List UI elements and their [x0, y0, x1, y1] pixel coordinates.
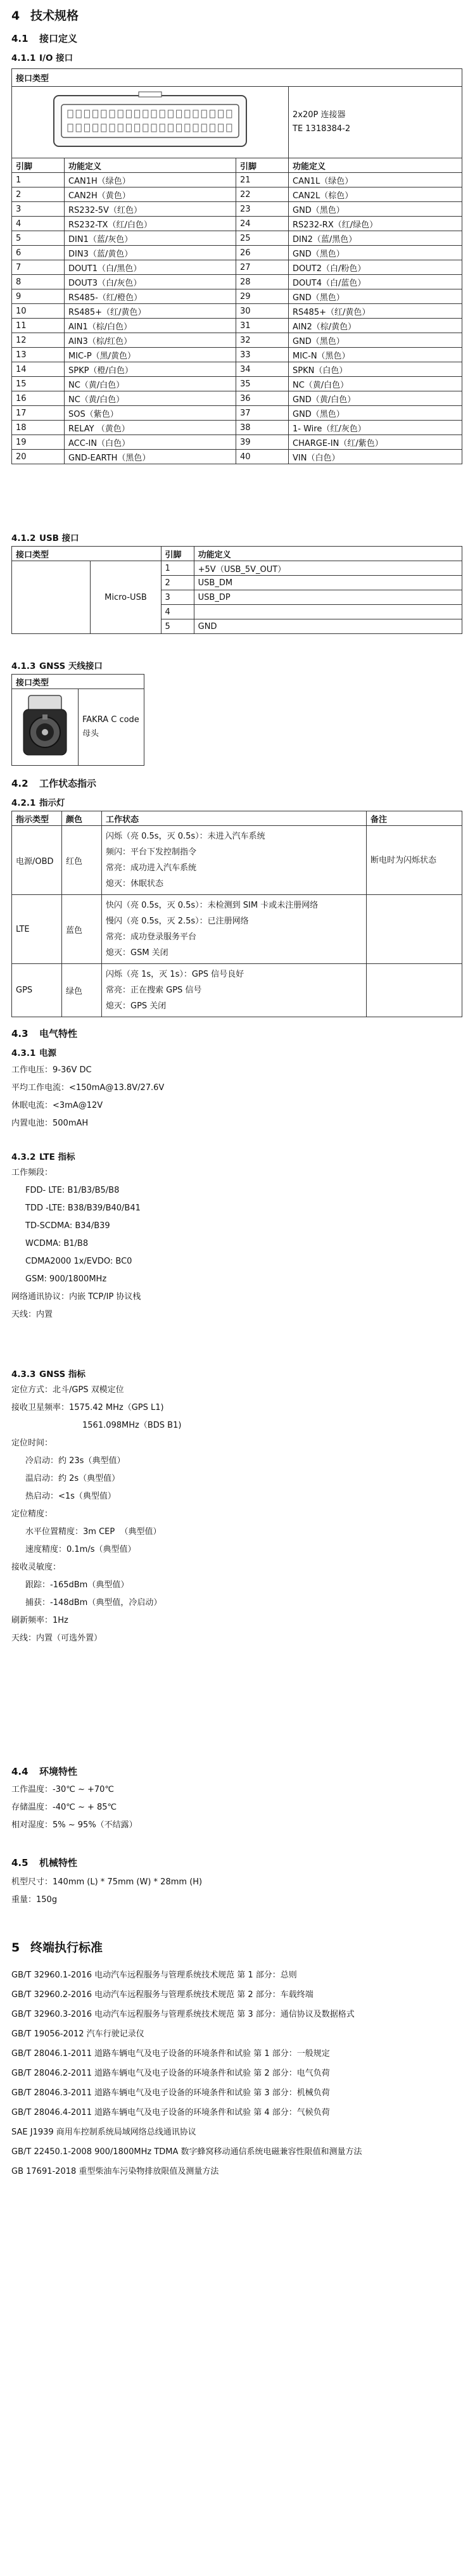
- section-4-3-1-heading: 4.3.1 电源: [11, 1048, 56, 1058]
- io-pin-row: [12, 421, 462, 435]
- pin-function: DOUT1（白/黑色）: [65, 260, 236, 275]
- pin-function: RS232-5V（红色）: [65, 202, 236, 217]
- pin-function: DIN3（蓝/黄色）: [65, 246, 236, 260]
- gnss-mode: 定位方式：北斗/GPS 双模定位: [11, 1385, 124, 1395]
- pin-function: AIN2（棕/黄色）: [289, 319, 462, 333]
- connector-pin-slot: [193, 124, 198, 132]
- io-pin-row: [12, 231, 462, 246]
- io-pin-row: [12, 391, 462, 406]
- connector-pin-slot: [126, 110, 131, 118]
- pin-number: 6: [12, 246, 65, 260]
- section-4-3-2-heading: 4.3.2 LTE 指标: [11, 1152, 75, 1162]
- led-row: [12, 964, 462, 1017]
- io-pin-row: [12, 202, 462, 217]
- pin-number: 39: [236, 435, 289, 450]
- led-state-line: 闪烁（亮 0.5s，灭 0.5s）：未进入汽车系统: [106, 832, 265, 841]
- usb-pin: 4: [161, 605, 194, 619]
- fakra-image-cell: [12, 689, 79, 766]
- led-states: [102, 826, 367, 895]
- standard-item: GB/T 28046.1-2011 道路车辆电气及电子设备的环境条件和试验 第 1 部分：一般规定: [11, 2049, 330, 2059]
- pin-function: RS485+（红/黄色）: [65, 304, 236, 319]
- connector-pin-slot: [160, 124, 165, 132]
- led-type: GPS: [12, 964, 62, 1017]
- indicator-led-table: [11, 811, 462, 1017]
- connector-pin-slot: [168, 124, 173, 132]
- pin-number: 10: [12, 304, 65, 319]
- lte-protocol: 网络通讯协议：内嵌 TCP/IP 协议栈: [11, 1292, 141, 1302]
- pin-number: 1: [12, 173, 65, 187]
- standard-item: GB/T 28046.2-2011 道路车辆电气及电子设备的环境条件和试验 第 2 部分：电气负荷: [11, 2069, 330, 2078]
- pin-function: RELAY （黄色）: [65, 421, 236, 435]
- pin-number: 3: [12, 202, 65, 217]
- pin-function: SOS（紫色）: [65, 406, 236, 421]
- led-state-line: 慢闪（亮 0.5s，灭 2.5s）：已注册网络: [106, 917, 249, 926]
- pin-function: SPKP（橙/白色）: [65, 362, 236, 377]
- connector-pin-slot: [151, 110, 156, 118]
- io-pin-row: [12, 348, 462, 362]
- io-pin-row: [12, 187, 462, 202]
- led-note: [367, 895, 462, 964]
- io-pin-row: [12, 304, 462, 319]
- standard-item: GB 17691-2018 重型柴油车污染物排放限值及测量方法: [11, 2167, 219, 2176]
- pin-number: 37: [236, 406, 289, 421]
- connector-pin-slot: [101, 110, 106, 118]
- pin-function: RS232-RX（红/绿色）: [289, 217, 462, 231]
- spec-line: 内置电池：500mAH: [11, 1119, 89, 1128]
- usb-function: USB_DM: [194, 576, 462, 590]
- section-4-2-1-heading: 4.2.1 指示灯: [11, 798, 65, 808]
- led-type: 电源/OBD: [12, 826, 62, 895]
- pin-number: 33: [236, 348, 289, 362]
- led-state-line: 常亮：成功进入汽车系统: [106, 863, 197, 873]
- col-pin: 引脚: [236, 158, 289, 173]
- io-pin-row: [12, 217, 462, 231]
- pin-number: 34: [236, 362, 289, 377]
- connector-2x20p-image: [51, 91, 249, 151]
- connector-pin-slot: [185, 110, 190, 118]
- connector-pin-slot: [160, 110, 165, 118]
- led-states: [102, 895, 367, 964]
- connector-image-cell: [12, 87, 289, 158]
- led-note: 断电时为闪烁状态: [367, 826, 462, 895]
- led-state-line: 熄灭：GSM 关闭: [106, 948, 168, 958]
- io-column-headers: [12, 158, 462, 173]
- section-4-1-1-heading: 4.1.1 I/O 接口: [11, 53, 73, 63]
- pin-number: 20: [12, 450, 65, 464]
- usb-function: [194, 605, 462, 619]
- io-pin-row: [12, 362, 462, 377]
- connector-pin-slot: [110, 110, 115, 118]
- gnss-ttff-label: 定位时间：: [11, 1438, 53, 1448]
- gnss-acc: 速度精度：0.1m/s（典型值）: [25, 1545, 136, 1554]
- led-state-line: 常亮：正在搜索 GPS 信号: [106, 986, 202, 995]
- led-state-line: 频闪：平台下发控制指令: [106, 847, 197, 857]
- pin-function: RS485+（红/黄色）: [289, 304, 462, 319]
- pin-number: 12: [12, 333, 65, 348]
- pin-number: 19: [12, 435, 65, 450]
- connector-part-number: TE 1318384-2: [293, 124, 351, 134]
- pin-number: 4: [12, 217, 65, 231]
- pin-number: 7: [12, 260, 65, 275]
- pin-number: 17: [12, 406, 65, 421]
- section-5-heading: 5 终端执行标准: [11, 1941, 103, 1955]
- connector-pin-slot: [218, 110, 224, 118]
- section-4-4-heading: 4.4 环境特性: [11, 1766, 78, 1777]
- pin-function: MIC-P（黑/黄色）: [65, 348, 236, 362]
- pin-function: RS232-TX（红/白色）: [65, 217, 236, 231]
- connector-pin-slot: [201, 110, 206, 118]
- connector-pin-slot: [76, 124, 81, 132]
- io-pin-row: [12, 377, 462, 391]
- usb-pin: 1: [161, 561, 194, 576]
- pin-function: 1- Wire（红/灰色）: [289, 421, 462, 435]
- usb-table-wrap: [0, 546, 475, 634]
- led-table-wrap: [0, 811, 475, 1017]
- gnss-ttff: 冷启动：约 23s（典型值）: [25, 1456, 125, 1466]
- connector-pin-slot: [177, 110, 182, 118]
- spec-line: 平均工作电流：<150mA@13.8V/27.6V: [11, 1083, 165, 1093]
- connector-pin-slot: [177, 124, 182, 132]
- connector-pin-slot: [135, 124, 140, 132]
- led-color: 绿色: [62, 964, 102, 1017]
- connector-pin-slot: [76, 110, 81, 118]
- pin-function: RS485-（红/橙色）: [65, 289, 236, 304]
- power-specs: [0, 1064, 475, 1129]
- standard-item: GB/T 32960.2-2016 电动汽车远程服务与管理系统技术规范 第 2 部分：车载终端: [11, 1990, 314, 2000]
- gnss-sens-label: 接收灵敏度：: [11, 1563, 61, 1572]
- gnss-sens: 捕获：-148dBm（典型值，冷启动）: [25, 1598, 162, 1608]
- usb-function: USB_DP: [194, 590, 462, 605]
- pin-function: CAN1H（绿色）: [65, 173, 236, 187]
- pin-number: 2: [12, 187, 65, 202]
- fakra-desc: FAKRA C code 母头: [79, 689, 144, 766]
- pin-number: 11: [12, 319, 65, 333]
- pin-function: CAN1L（绿色）: [289, 173, 462, 187]
- pin-function: NC（黄/白色）: [65, 377, 236, 391]
- pin-number: 30: [236, 304, 289, 319]
- led-row: [12, 826, 462, 895]
- standard-item: GB/T 28046.4-2011 道路车辆电气及电子设备的环境条件和试验 第 4 部分：气候负荷: [11, 2108, 330, 2117]
- pin-number: 26: [236, 246, 289, 260]
- lte-bands-label: 工作频段：: [11, 1168, 53, 1177]
- pin-function: GND（黄/白色）: [289, 391, 462, 406]
- pin-number: 38: [236, 421, 289, 435]
- pin-number: 15: [12, 377, 65, 391]
- gnss-antenna: 天线：内置（可选外置）: [11, 1634, 103, 1643]
- pin-number: 31: [236, 319, 289, 333]
- env-line: 工作温度：-30℃ ~ +70℃: [11, 1785, 115, 1794]
- led-state-line: 熄灭：GPS 关闭: [106, 1001, 167, 1011]
- spec-line: 休眠电流：<3mA@12V: [11, 1101, 103, 1110]
- led-col-state: 工作状态: [102, 811, 367, 826]
- connector-pin-slot: [193, 110, 198, 118]
- mech-specs: [0, 1876, 475, 1906]
- io-table-wrap: [0, 68, 475, 464]
- standards-list: [0, 1969, 475, 2179]
- pin-function: SPKN（白色）: [289, 362, 462, 377]
- section-4-3-3-heading: 4.3.3 GNSS 指标: [11, 1369, 86, 1380]
- section-4-3-heading: 4.3 电气特性: [11, 1028, 78, 1039]
- connector-pin-slot: [227, 124, 232, 132]
- mech-line: 机型尺寸：140mm (L) * 75mm (W) * 28mm (H): [11, 1877, 203, 1887]
- connector-pin-slot: [68, 110, 73, 118]
- pin-number: 5: [12, 231, 65, 246]
- standard-item: GB/T 32960.1-2016 电动汽车远程服务与管理系统技术规范 第 1 部分：总则: [11, 1970, 297, 1980]
- io-table-header: 接口类型: [12, 69, 462, 87]
- gnss-if-table-wrap: [0, 674, 475, 766]
- section-4-1-3-heading: 4.1.3 GNSS 天线接口: [11, 661, 103, 671]
- gnss-interface-table: [11, 674, 144, 766]
- gnss-acc: 水平位置精度：3m CEP （典型值）: [25, 1527, 162, 1537]
- usb-pin: 2: [161, 576, 194, 590]
- io-pin-row: [12, 289, 462, 304]
- io-pin-row: [12, 406, 462, 421]
- pin-number: 18: [12, 421, 65, 435]
- connector-desc-cell: [289, 87, 462, 158]
- io-interface-table: [11, 68, 462, 464]
- pin-number: 8: [12, 275, 65, 289]
- env-line: 存储温度：-40℃ ~ + 85℃: [11, 1803, 117, 1812]
- pin-function: GND（黑色）: [289, 333, 462, 348]
- gnss-freq: 接收卫星频率：1575.42 MHz（GPS L1): [11, 1403, 164, 1412]
- connector-pin-slot: [84, 110, 89, 118]
- usb-pin: 3: [161, 590, 194, 605]
- led-state-line: 熄灭：休眠状态: [106, 879, 164, 889]
- usb-pin: 5: [161, 619, 194, 634]
- pin-function: DIN2（蓝/黑色）: [289, 231, 462, 246]
- connector-pin-slot: [168, 110, 173, 118]
- pin-function: NC（黄/白色）: [289, 377, 462, 391]
- pin-function: CHARGE-IN（红/紫色）: [289, 435, 462, 450]
- led-col-note: 备注: [367, 811, 462, 826]
- pin-number: 16: [12, 391, 65, 406]
- usb-interface-table: [11, 546, 462, 634]
- lte-specs: [0, 1167, 475, 1321]
- pin-function: DOUT3（白/灰色）: [65, 275, 236, 289]
- led-col-type: 指示类型: [12, 811, 62, 826]
- pin-number: 29: [236, 289, 289, 304]
- lte-band: CDMA2000 1x/EVDO: BC0: [25, 1257, 132, 1266]
- pin-number: 23: [236, 202, 289, 217]
- usb-type: Micro-USB: [91, 561, 161, 634]
- standard-item: SAE J1939 商用车控制系统局域网络总线通讯协议: [11, 2128, 196, 2137]
- connector-pin-slot: [126, 124, 131, 132]
- connector-pin-slot: [227, 110, 232, 118]
- led-state-line: 快闪（亮 0.5s，灭 0.5s）：未检测到 SIM 卡或未注册网络: [106, 901, 319, 910]
- gnss-acc-label: 定位精度：: [11, 1509, 53, 1519]
- standard-item: GB/T 32960.3-2016 电动汽车远程服务与管理系统技术规范 第 3 部分：通信协议及数据格式: [11, 2010, 355, 2019]
- connector-pin-slot: [93, 124, 98, 132]
- pin-number: 14: [12, 362, 65, 377]
- pin-number: 9: [12, 289, 65, 304]
- connector-pin-slot: [118, 110, 123, 118]
- led-row: [12, 895, 462, 964]
- standard-item: GB/T 28046.3-2011 道路车辆电气及电子设备的环境条件和试验 第 3 部分：机械负荷: [11, 2088, 330, 2098]
- spec-line: 工作电压：9-36V DC: [11, 1065, 92, 1075]
- pin-number: 24: [236, 217, 289, 231]
- gnss-sens: 跟踪：-165dBm（典型值）: [25, 1580, 129, 1590]
- pin-function: GND（黑色）: [289, 406, 462, 421]
- pin-number: 13: [12, 348, 65, 362]
- connector-pin-slot: [210, 110, 215, 118]
- connector-pin-slot: [218, 124, 224, 132]
- pin-function: DOUT2（白/粉色）: [289, 260, 462, 275]
- connector-pin-slot: [93, 110, 98, 118]
- io-pin-row: [12, 260, 462, 275]
- standard-item: GB/T 19056-2012 汽车行驶记录仪: [11, 2029, 144, 2039]
- lte-band: WCDMA: B1/B8: [25, 1239, 89, 1248]
- usb-function: GND: [194, 619, 462, 634]
- pin-function: GND（黑色）: [289, 289, 462, 304]
- io-pin-row: [12, 319, 462, 333]
- pin-function: MIC-N（黑色）: [289, 348, 462, 362]
- io-pin-row: [12, 173, 462, 187]
- usb-col-function: 功能定义: [194, 547, 462, 561]
- usb-blank-cell: [12, 561, 91, 634]
- fakra-connector-image: [20, 693, 70, 759]
- connector-pin-slot: [143, 124, 148, 132]
- led-color: 红色: [62, 826, 102, 895]
- env-line: 相对湿度：5% ~ 95%（不结露）: [11, 1820, 137, 1830]
- pin-function: ACC-IN（白色）: [65, 435, 236, 450]
- pin-function: AIN1（棕/白色）: [65, 319, 236, 333]
- lte-antenna: 天线：内置: [11, 1310, 53, 1319]
- section-4-1-heading: 4.1 接口定义: [11, 33, 78, 44]
- connector-pin-slot: [135, 110, 140, 118]
- led-state-line: 闪烁（亮 1s，灭 1s）：GPS 信号良好: [106, 970, 244, 979]
- io-pin-row: [12, 275, 462, 289]
- led-col-color: 颜色: [62, 811, 102, 826]
- col-function: 功能定义: [289, 158, 462, 173]
- col-pin: 引脚: [12, 158, 65, 173]
- connector-pin-slot: [84, 124, 89, 132]
- section-4-heading: 4 技术规格: [11, 9, 79, 23]
- connector-pin-slot: [151, 124, 156, 132]
- lte-band: TDD -LTE: B38/B39/B40/B41: [25, 1203, 141, 1213]
- led-color: 蓝色: [62, 895, 102, 964]
- pin-number: 22: [236, 187, 289, 202]
- pin-number: 36: [236, 391, 289, 406]
- io-pin-row: [12, 450, 462, 464]
- pin-function: VIN（白色）: [289, 450, 462, 464]
- pin-function: AIN3（棕/红色）: [65, 333, 236, 348]
- io-pin-row: [12, 246, 462, 260]
- env-specs: [0, 1784, 475, 1831]
- section-4-1-2-heading: 4.1.2 USB 接口: [11, 533, 79, 543]
- connector-model: 2x20P 连接器: [293, 110, 346, 120]
- pin-number: 28: [236, 275, 289, 289]
- lte-band: TD-SCDMA: B34/B39: [25, 1221, 110, 1231]
- pin-function: GND-EARTH（黑色）: [65, 450, 236, 464]
- led-note: [367, 964, 462, 1017]
- pin-number: 35: [236, 377, 289, 391]
- section-4-2-heading: 4.2 工作状态指示: [11, 778, 97, 789]
- pin-function: GND（黑色）: [289, 246, 462, 260]
- connector-pin-slot: [110, 124, 115, 132]
- pin-function: CAN2L（棕色）: [289, 187, 462, 202]
- connector-pin-slot: [210, 124, 215, 132]
- section-4-5-heading: 4.5 机械特性: [11, 1857, 78, 1869]
- pin-number: 32: [236, 333, 289, 348]
- mech-line: 重量：150g: [11, 1895, 58, 1905]
- gnss-if-header: 接口类型: [12, 675, 144, 689]
- connector-pin-slot: [143, 110, 148, 118]
- pin-function: DIN1（蓝/灰色）: [65, 231, 236, 246]
- gnss-refresh: 刷新频率：1Hz: [11, 1616, 68, 1625]
- usb-col-type: 接口类型: [12, 547, 162, 561]
- standard-item: GB/T 22450.1-2008 900/1800MHz TDMA 数字蜂窝移动通信系统电磁兼容性限值和测量方法: [11, 2147, 362, 2157]
- connector-pin-slot: [68, 124, 73, 132]
- col-function: 功能定义: [65, 158, 236, 173]
- pin-number: 40: [236, 450, 289, 464]
- pin-number: 27: [236, 260, 289, 275]
- pin-function: NC（黄/白色）: [65, 391, 236, 406]
- led-state-line: 常亮：成功登录服务平台: [106, 932, 197, 942]
- pin-function: DOUT4（白/蓝色）: [289, 275, 462, 289]
- gnss-ttff: 热启动：<1s（典型值）: [25, 1492, 116, 1501]
- lte-band: GSM: 900/1800MHz: [25, 1274, 107, 1284]
- usb-function: +5V（USB_5V_OUT）: [194, 561, 462, 576]
- pin-function: GND（黑色）: [289, 202, 462, 217]
- gnss-ttff: 温启动：约 2s（典型值）: [25, 1474, 120, 1483]
- io-pin-row: [12, 435, 462, 450]
- pin-function: CAN2H（黄色）: [65, 187, 236, 202]
- gnss-freq: 1561.098MHz（BDS B1): [82, 1421, 182, 1430]
- pin-number: 21: [236, 173, 289, 187]
- pin-number: 25: [236, 231, 289, 246]
- lte-band: FDD- LTE: B1/B3/B5/B8: [25, 1186, 120, 1195]
- connector-pin-slot: [118, 124, 123, 132]
- gnss-specs: [0, 1384, 475, 1644]
- connector-pin-slot: [201, 124, 206, 132]
- led-states: [102, 964, 367, 1017]
- led-type: LTE: [12, 895, 62, 964]
- connector-pin-slot: [185, 124, 190, 132]
- io-pin-row: [12, 333, 462, 348]
- usb-col-pin: 引脚: [161, 547, 194, 561]
- connector-pin-slot: [101, 124, 106, 132]
